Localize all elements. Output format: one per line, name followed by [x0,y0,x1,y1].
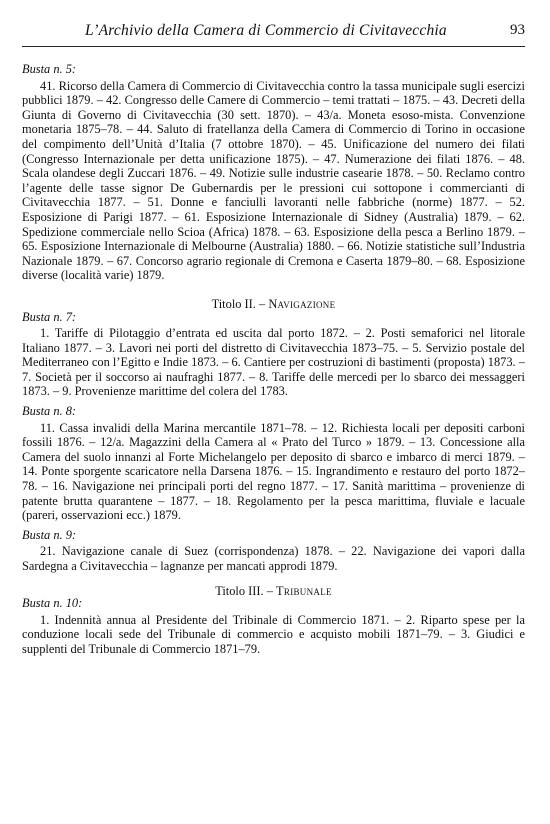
section-prefix: Titolo III. – [215,583,277,598]
running-header [30,22,525,42]
header-rule [22,46,525,47]
busta-label: Busta n. 7: [22,309,77,324]
busta-label: Busta n. 9: [22,527,77,542]
section-name: Navigazione [268,296,336,311]
busta-entries: 1. Tariffe di Pilotaggio d’entrata ed uscita dal porto 1872. – 2. Posti semaforici nel litorale Italiano 1877. – 3. Lavori nei porti del distretto di Civitavecchia 1873–75. – 5. Servizio postale del Mediterraneo con l’Egitto e Indie 1873. – 6. Cantiere per costruzioni di bastimenti (proposta) 1873. – 7. Società per il soccorso ai naufraghi 1877. – 8. Tariffe delle mercedi per lo sbarco dei messaggeri 1873. – 9. Provenienze marittime del colera del 1783. [22,326,525,399]
page-number: 93 [510,22,525,38]
busta-label: Busta n. 5: [22,62,77,76]
section-prefix: Titolo II. – [211,296,269,311]
busta-entries: 11. Cassa invalidi della Marina mercantile 1871–78. – 12. Richiesta locali per depositi carboni fossili 1876. – 12/a. Magazzini della Camera al « Prato del Turco » 1879. – 13. Concessione alla Camera del suolo innanzi al Forte Michelangelo per deposito di sbarco e imbarco di merci 1879. – 14. Ponte sporgente scaricatore nella Darsena 1876. – 15. Ingrandimento e restauro del porto 1872–78. – 16. Navigazione nei principali porti del regno 1877. – 17. Sanità marittima – provenienze di patente brutta quarantene – 1877. – 18. Regolamento per la pesca marittima, fluviale e lacuale (pareri, osservazioni ecc.) 1879. [22,420,525,523]
busta-entries: 41. Ricorso della Camera di Commercio di Civitavecchia contro la tassa municipale sugli esercizi pubblici 1879. – 42. Congresso delle Camere di Commercio – temi trattati – 1875. – 43. Decreti della Giunta di Governo di Civitavecchia (30 sett. 1870). – 43/a. Moneta esoso-mista. Convenzione monetaria 1875–78. – 44. Saluto di fratellanza della Camera di Commercio di Torino in occasione del compimento dell’Unità d’Italia (7 ottobre 1870). – 45. Unificazione del numero dei filati (Congresso Internazionale per detta unificazione 1875). – 47. Numerazione dei filati 1876. – 48. Scala olandese degli Zuccari 1876. – 49. Notizie sulle industrie casearie 1878. – 50. Reclamo contro l’agente delle tasse signor De Gubernardis per le pressioni cui sottopone i commercianti di Civitavecchia 1877. – 51. Donne e fanciulli lavoranti nelle fabbriche (norme) 1877. – 52. Esposizione di Parigi 1877. – 61. Esposizione Internazionale di Sidney (Australia) 1879. – 62. Spedizione commerciale nello Scioa (Africa) 1878. – 63. Esposizione della pesca a Berlino 1879. – 65. Esposizione Internazionale di Melbourne (Australia) 1880. – 66. Notizie statistiche sull’Industria Nazionale 1879. – 67. Concorso agrario regionale di Cremona e Caserta 1879–80. – 68. Esposizione diverse (località varie) 1879. [22,78,525,283]
busta-label: Busta n. 10: [22,596,83,611]
busta-label: Busta n. 8: [22,404,77,419]
document-body [22,62,525,657]
busta-entries: 1. Indennità annua al Presidente del Tribinale di Commercio 1871. – 2. Riparto spese per la conduzione locali sede del Tribunale di commercio e acquisto mobili 1871–79. – 3. Giudici e supplenti del Tribunale di Commercio 1871–79. [22,612,525,656]
section-name: Tribunale [276,583,332,598]
running-title: L’Archivio della Camera di Commercio di Civitavecchia [85,22,447,39]
busta-entries: 21. Navigazione canale di Suez (corrispondenza) 1878. – 22. Navigazione dei vapori dalla Sardegna a Civitavecchia – lagnanze per mancati approdi 1879. [22,544,525,573]
